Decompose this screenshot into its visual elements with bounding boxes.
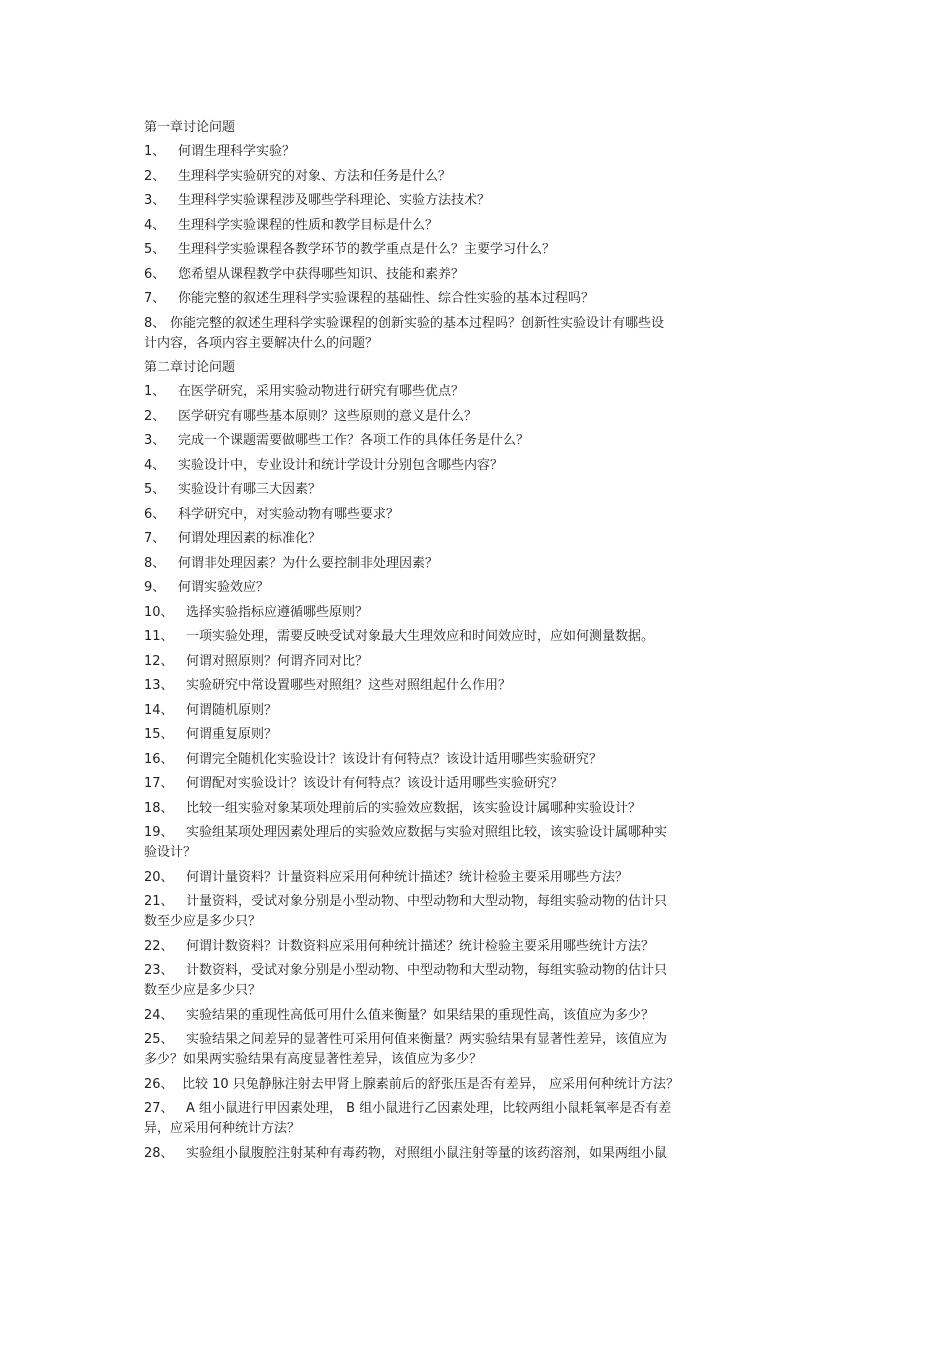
chapter2-question-list (144, 384, 804, 1162)
chapter2-heading: 第二章讨论问题 (144, 360, 236, 375)
question-item (144, 218, 804, 234)
question-number: 1、 (144, 144, 166, 159)
question-row (144, 580, 804, 596)
question-number: 27、 (144, 1101, 174, 1116)
question-number: 14、 (144, 702, 174, 718)
question-number: 22、 (144, 938, 174, 954)
question-item (144, 580, 804, 596)
question-number: 20、 (144, 869, 174, 885)
question-number: 17、 (144, 776, 174, 791)
question-row (144, 654, 804, 670)
question-text: 实验设计有哪三大因素？ (178, 482, 322, 497)
question-item (144, 242, 804, 258)
question-text: 实验结果的重现性高低可用什么值来衡量？如果结果的重现性高，该值应为多少？ (186, 1007, 655, 1023)
question-row (144, 507, 804, 523)
question-row (144, 458, 804, 474)
question-number: 2、 (144, 168, 166, 184)
question-text: 在医学研究，采用实验动物进行研究有哪些优点？ (178, 384, 465, 399)
question-row (144, 384, 804, 400)
question-number: 11、 (144, 629, 174, 644)
question-row (144, 316, 804, 332)
question-text: 计数资料，受试对象分别是小型动物、中型动物和大型动物，每组实验动物的估计只 (186, 963, 668, 978)
question-row (144, 801, 804, 817)
question-text: 何谓计数资料？计数资料应采用何种统计描述？统计检验主要采用哪些统计方法？ (186, 938, 655, 954)
question-number: 15、 (144, 727, 174, 742)
question-text: 何谓重复原则？ (186, 727, 278, 742)
question-text-continuation: 数至少应是多少只？ (144, 914, 262, 929)
document-content (144, 120, 804, 1170)
question-item (144, 776, 804, 792)
question-number: 5、 (144, 242, 166, 257)
question-row (144, 752, 804, 768)
question-row (144, 825, 804, 841)
question-number: 6、 (144, 266, 166, 282)
question-text: A 组小鼠进行甲因素处理， B 组小鼠进行乙因素处理，比较两组小鼠耗氧率是否有差 (186, 1101, 672, 1116)
question-row (144, 939, 804, 955)
question-number: 3、 (144, 193, 166, 208)
question-number: 28、 (144, 1145, 174, 1161)
question-item (144, 1008, 804, 1024)
question-text-continuation: 计内容，各项内容主要解决什么的问题？ (144, 335, 379, 351)
question-item (144, 894, 804, 930)
question-number: 25、 (144, 1032, 174, 1047)
question-number: 6、 (144, 506, 166, 522)
question-number: 13、 (144, 678, 174, 693)
question-number: 3、 (144, 433, 166, 448)
question-row (144, 870, 804, 886)
question-number: 12、 (144, 653, 174, 669)
question-row (144, 267, 804, 283)
question-number: 18、 (144, 800, 174, 816)
question-item (144, 605, 804, 621)
question-item (144, 193, 804, 209)
question-row (144, 963, 804, 979)
question-item (144, 703, 804, 719)
question-text: 医学研究有哪些基本原则？这些原则的意义是什么？ (178, 408, 478, 424)
question-text: 实验结果之间差异的显著性可采用何值来衡量？两实验结果有显著性差异，该值应为 (186, 1032, 668, 1047)
question-item (144, 169, 804, 185)
question-number: 1、 (144, 384, 166, 399)
question-row (144, 556, 804, 572)
question-item (144, 1032, 804, 1068)
question-row (144, 703, 804, 719)
question-text: 何谓计量资料？计量资料应采用何种统计描述？统计检验主要采用哪些方法？ (186, 869, 629, 885)
question-item (144, 963, 804, 999)
question-number: 7、 (144, 531, 166, 546)
question-text: 生理科学实验课程各教学环节的教学重点是什么？主要学习什么？ (178, 242, 556, 257)
question-number: 7、 (144, 291, 166, 306)
question-item (144, 825, 804, 861)
question-item (144, 531, 804, 547)
question-text: 完成一个课题需要做哪些工作？各项工作的具体任务是什么？ (178, 433, 530, 448)
question-item (144, 629, 804, 645)
question-text: 生理科学实验课程涉及哪些学科理论、实验方法技术？ (178, 193, 491, 208)
question-row (144, 727, 804, 743)
question-row (144, 291, 804, 307)
question-text: 实验设计中，专业设计和统计学设计分别包含哪些内容？ (178, 457, 504, 473)
question-item (144, 458, 804, 474)
question-row (144, 409, 804, 425)
question-row (144, 1032, 804, 1048)
question-item (144, 316, 804, 352)
question-item (144, 939, 804, 955)
question-number: 26、 (144, 1076, 174, 1092)
question-item (144, 1101, 804, 1137)
question-text: 何谓对照原则？何谓齐同对比？ (186, 653, 369, 669)
question-number: 8、 (144, 315, 166, 331)
question-item (144, 654, 804, 670)
question-row (144, 629, 804, 645)
question-text: 何谓配对实验设计？该设计有何特点？该设计适用哪些实验研究？ (186, 776, 564, 791)
question-row (144, 678, 804, 694)
question-text: 实验组小鼠腹腔注射某种有毒药物，对照组小鼠注射等量的该药溶剂，如果两组小鼠 (186, 1145, 668, 1161)
question-row (144, 433, 804, 449)
question-item (144, 144, 804, 160)
question-row (144, 193, 804, 209)
question-item (144, 409, 804, 425)
question-row (144, 144, 804, 160)
question-row (144, 482, 804, 498)
question-item (144, 291, 804, 307)
question-item (144, 1077, 804, 1093)
question-text: 何谓实验效应？ (178, 580, 270, 595)
question-text: 何谓非处理因素？为什么要控制非处理因素？ (178, 555, 439, 571)
question-number: 8、 (144, 555, 166, 571)
question-text: 你能完整的叙述生理科学实验课程的基础性、综合性实验的基本过程吗？ (178, 291, 595, 306)
question-number: 24、 (144, 1007, 174, 1023)
question-row (144, 242, 804, 258)
question-item (144, 267, 804, 283)
chapter1-heading: 第一章讨论问题 (144, 120, 236, 135)
question-item (144, 507, 804, 523)
question-number: 19、 (144, 825, 174, 840)
question-text-continuation: 异，应采用何种统计方法？ (144, 1121, 301, 1136)
question-text: 何谓处理因素的标准化？ (178, 531, 322, 546)
question-number: 23、 (144, 963, 174, 978)
question-row (144, 531, 804, 547)
question-row (144, 1101, 804, 1117)
question-text: 比较一组实验对象某项处理前后的实验效应数据，该实验设计属哪种实验设计？ (186, 800, 642, 816)
question-text: 实验研究中常设置哪些对照组？这些对照组起什么作用？ (186, 678, 512, 693)
question-number: 16、 (144, 751, 174, 767)
question-number: 10、 (144, 604, 174, 620)
question-row (144, 776, 804, 792)
question-text: 何谓生理科学实验？ (178, 144, 296, 159)
question-item (144, 870, 804, 886)
question-row (144, 894, 804, 910)
question-text-continuation: 多少？如果两实验结果有高度显著性差异，该值应为多少？ (144, 1052, 483, 1067)
question-number: 5、 (144, 482, 166, 497)
question-row (144, 1146, 804, 1162)
chapter1-question-list (144, 144, 804, 352)
question-text: 生理科学实验课程的性质和教学目标是什么？ (178, 217, 439, 233)
question-row (144, 1008, 804, 1024)
question-number: 9、 (144, 580, 166, 595)
question-text: 比较 10 只兔静脉注射去甲肾上腺素前后的舒张压是否有差异， 应采用何种统计方法？ (182, 1076, 679, 1092)
question-number: 4、 (144, 457, 166, 473)
question-number: 4、 (144, 217, 166, 233)
question-text: 科学研究中，对实验动物有哪些要求？ (178, 506, 400, 522)
question-item (144, 482, 804, 498)
question-item (144, 752, 804, 768)
question-text-continuation: 数至少应是多少只？ (144, 983, 262, 998)
question-text: 您希望从课程教学中获得哪些知识、技能和素养？ (178, 266, 465, 282)
question-item (144, 433, 804, 449)
question-text: 计量资料，受试对象分别是小型动物、中型动物和大型动物，每组实验动物的估计只 (186, 894, 668, 909)
question-text: 生理科学实验研究的对象、方法和任务是什么？ (178, 168, 452, 184)
question-text: 选择实验指标应遵循哪些原则？ (186, 604, 369, 620)
question-number: 21、 (144, 894, 174, 909)
question-text: 你能完整的叙述生理科学实验课程的创新实验的基本过程吗？创新性实验设计有哪些设 (170, 315, 665, 331)
question-item (144, 1146, 804, 1162)
question-text: 实验组某项处理因素处理后的实验效应数据与实验对照组比较，该实验设计属哪种实 (186, 825, 668, 840)
question-item (144, 801, 804, 817)
question-text-continuation: 验设计？ (144, 845, 197, 860)
question-item (144, 678, 804, 694)
question-row (144, 605, 804, 621)
question-row (144, 169, 804, 185)
question-row (144, 218, 804, 234)
question-item (144, 556, 804, 572)
question-row (144, 1077, 804, 1093)
question-text: 何谓随机原则？ (186, 702, 278, 718)
question-text: 一项实验处理，需要反映受试对象最大生理效应和时间效应时，应如何测量数据。 (186, 629, 655, 644)
question-number: 2、 (144, 408, 166, 424)
question-item (144, 727, 804, 743)
question-text: 何谓完全随机化实验设计？该设计有何特点？该设计适用哪些实验研究？ (186, 751, 603, 767)
question-item (144, 384, 804, 400)
